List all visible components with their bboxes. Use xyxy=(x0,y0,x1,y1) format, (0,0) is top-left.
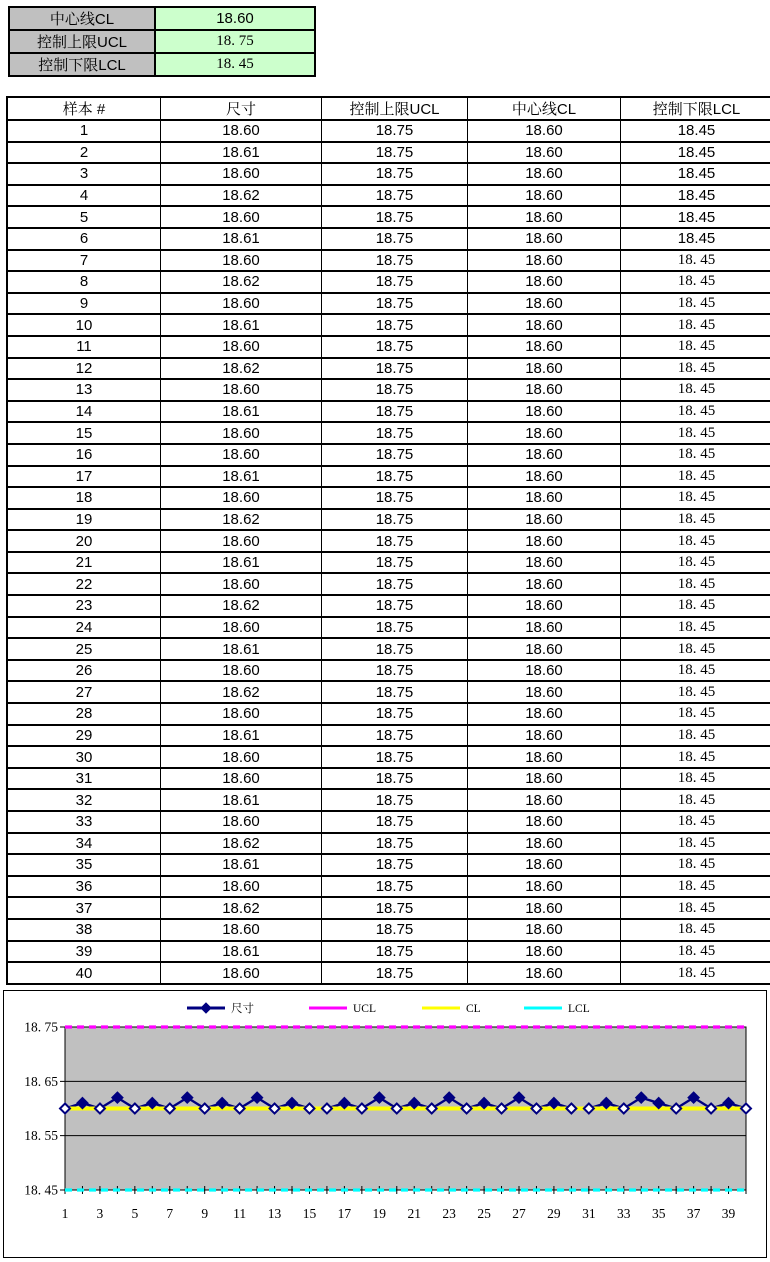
ucl-cell[interactable]: 18.75 xyxy=(322,120,468,142)
ucl-cell[interactable]: 18.75 xyxy=(322,422,468,444)
cl-cell[interactable]: 18.60 xyxy=(468,293,621,315)
size-cell[interactable]: 18.61 xyxy=(161,466,322,488)
size-cell[interactable]: 18.60 xyxy=(161,293,322,315)
sample-header-row xyxy=(7,97,770,120)
lcl-cell[interactable]: 18.45 xyxy=(621,185,770,207)
size-cell[interactable]: 18.61 xyxy=(161,142,322,164)
lcl-cell[interactable]: 18.45 xyxy=(621,206,770,228)
x-axis-label: 3 xyxy=(97,1206,104,1221)
size-cell[interactable]: 18.61 xyxy=(161,789,322,811)
size-cell[interactable]: 18.60 xyxy=(161,336,322,358)
x-axis-label: 35 xyxy=(652,1206,666,1221)
cl-cell[interactable]: 18.60 xyxy=(468,768,621,790)
lcl-cell[interactable]: 18.45 xyxy=(621,142,770,164)
x-axis-label: 15 xyxy=(303,1206,317,1221)
lcl-cell[interactable]: 18. 45 xyxy=(621,466,770,488)
size-cell[interactable]: 18.62 xyxy=(161,271,322,293)
table-row xyxy=(7,228,770,250)
cl-cell[interactable]: 18.60 xyxy=(468,725,621,747)
ucl-cell[interactable]: 18.75 xyxy=(322,833,468,855)
sample-number-cell[interactable]: 33 xyxy=(7,811,161,833)
table-row xyxy=(7,768,770,790)
table-row xyxy=(7,552,770,574)
size-cell[interactable]: 18.62 xyxy=(161,185,322,207)
table-row xyxy=(7,379,770,401)
lcl-cell[interactable]: 18. 45 xyxy=(621,962,770,984)
ucl-cell[interactable]: 18.75 xyxy=(322,530,468,552)
sample-number-cell[interactable]: 6 xyxy=(7,228,161,250)
ucl-cell[interactable]: 18.75 xyxy=(322,293,468,315)
column-header[interactable]: 中心线CL xyxy=(468,97,621,120)
y-axis-label: 18. 55 xyxy=(24,1128,58,1143)
x-axis-label: 29 xyxy=(547,1206,561,1221)
table-row xyxy=(7,725,770,747)
size-cell[interactable]: 18.60 xyxy=(161,811,322,833)
cl-cell[interactable]: 18.60 xyxy=(468,379,621,401)
sample-number-cell[interactable]: 14 xyxy=(7,401,161,423)
cl-cell[interactable]: 18.60 xyxy=(468,876,621,898)
legend-label: CL xyxy=(466,1003,481,1015)
lcl-cell[interactable]: 18. 45 xyxy=(621,422,770,444)
cl-cell[interactable]: 18.60 xyxy=(468,336,621,358)
ucl-cell[interactable]: 18.75 xyxy=(322,466,468,488)
lcl-cell[interactable]: 18. 45 xyxy=(621,854,770,876)
table-row xyxy=(7,142,770,164)
lcl-cell[interactable]: 18.45 xyxy=(621,120,770,142)
cl-cell[interactable]: 18.60 xyxy=(468,228,621,250)
lcl-cell[interactable]: 18. 45 xyxy=(621,595,770,617)
cl-cell[interactable]: 18.60 xyxy=(468,789,621,811)
sample-number-cell[interactable]: 34 xyxy=(7,833,161,855)
lcl-cell[interactable]: 18. 45 xyxy=(621,660,770,682)
table-row xyxy=(7,401,770,423)
lcl-cell[interactable]: 18. 45 xyxy=(621,401,770,423)
cl-cell[interactable]: 18.60 xyxy=(468,509,621,531)
table-row xyxy=(7,314,770,336)
ucl-cell[interactable]: 18.75 xyxy=(322,768,468,790)
ucl-cell[interactable]: 18.75 xyxy=(322,573,468,595)
sample-number-cell[interactable]: 39 xyxy=(7,941,161,963)
sample-number-cell[interactable]: 28 xyxy=(7,703,161,725)
x-axis-label: 39 xyxy=(722,1206,736,1221)
lcl-cell[interactable]: 18. 45 xyxy=(621,833,770,855)
lcl-cell[interactable]: 18. 45 xyxy=(621,314,770,336)
table-row xyxy=(7,466,770,488)
size-cell[interactable]: 18.60 xyxy=(161,768,322,790)
x-axis-label: 27 xyxy=(512,1206,526,1221)
lcl-cell[interactable]: 18. 45 xyxy=(621,876,770,898)
table-row xyxy=(7,530,770,552)
x-axis-label: 23 xyxy=(442,1206,456,1221)
lcl-cell[interactable]: 18. 45 xyxy=(621,897,770,919)
ucl-cell[interactable]: 18.75 xyxy=(322,595,468,617)
summary-label-cell[interactable]: 控制上限UCL xyxy=(9,30,155,53)
lcl-cell[interactable]: 18. 45 xyxy=(621,487,770,509)
size-cell[interactable]: 18.60 xyxy=(161,530,322,552)
lcl-cell[interactable]: 18. 45 xyxy=(621,919,770,941)
x-axis-label: 19 xyxy=(373,1206,387,1221)
summary-table-body xyxy=(9,7,315,76)
ucl-cell[interactable]: 18.75 xyxy=(322,487,468,509)
x-axis-label: 31 xyxy=(582,1206,596,1221)
sample-number-cell[interactable]: 13 xyxy=(7,379,161,401)
ucl-cell[interactable]: 18.75 xyxy=(322,919,468,941)
size-cell[interactable]: 18.60 xyxy=(161,250,322,272)
lcl-cell[interactable]: 18. 45 xyxy=(621,509,770,531)
sample-number-cell[interactable]: 10 xyxy=(7,314,161,336)
sample-number-cell[interactable]: 32 xyxy=(7,789,161,811)
sample-table-body xyxy=(7,120,770,984)
table-row xyxy=(7,163,770,185)
cl-cell[interactable]: 18.60 xyxy=(468,573,621,595)
sample-number-cell[interactable]: 29 xyxy=(7,725,161,747)
x-axis-label: 1 xyxy=(62,1206,69,1221)
lcl-cell[interactable]: 18. 45 xyxy=(621,250,770,272)
table-row xyxy=(7,336,770,358)
lcl-cell[interactable]: 18. 45 xyxy=(621,789,770,811)
sample-number-cell[interactable]: 19 xyxy=(7,509,161,531)
table-row xyxy=(7,897,770,919)
table-row xyxy=(7,444,770,466)
cl-cell[interactable]: 18.60 xyxy=(468,703,621,725)
cl-cell[interactable]: 18.60 xyxy=(468,638,621,660)
cl-cell[interactable]: 18.60 xyxy=(468,120,621,142)
cl-cell[interactable]: 18.60 xyxy=(468,250,621,272)
x-axis-label: 7 xyxy=(166,1206,173,1221)
sample-number-cell[interactable]: 17 xyxy=(7,466,161,488)
y-axis-label: 18. 65 xyxy=(24,1074,58,1089)
cl-cell[interactable]: 18.60 xyxy=(468,919,621,941)
sample-number-cell[interactable]: 35 xyxy=(7,854,161,876)
lcl-cell[interactable]: 18. 45 xyxy=(621,358,770,380)
sample-number-cell[interactable]: 1 xyxy=(7,120,161,142)
ucl-cell[interactable]: 18.75 xyxy=(322,379,468,401)
x-axis-label: 21 xyxy=(407,1206,421,1221)
column-header[interactable]: 尺寸 xyxy=(161,97,322,120)
ucl-cell[interactable]: 18.75 xyxy=(322,941,468,963)
cl-cell[interactable]: 18.60 xyxy=(468,185,621,207)
table-row xyxy=(7,876,770,898)
ucl-cell[interactable]: 18.75 xyxy=(322,660,468,682)
cl-cell[interactable]: 18.60 xyxy=(468,833,621,855)
column-header[interactable]: 控制上限UCL xyxy=(322,97,468,120)
sample-number-cell[interactable]: 12 xyxy=(7,358,161,380)
table-row xyxy=(7,617,770,639)
control-chart[interactable] xyxy=(3,990,767,1258)
ucl-cell[interactable]: 18.75 xyxy=(322,789,468,811)
sample-data-region xyxy=(6,96,770,985)
ucl-cell[interactable]: 18.75 xyxy=(322,271,468,293)
cl-cell[interactable]: 18.60 xyxy=(468,897,621,919)
sample-table-head xyxy=(7,97,770,120)
table-row xyxy=(7,638,770,660)
cl-cell[interactable]: 18.60 xyxy=(468,617,621,639)
sample-number-cell[interactable]: 20 xyxy=(7,530,161,552)
size-cell[interactable]: 18.62 xyxy=(161,509,322,531)
size-cell[interactable]: 18.62 xyxy=(161,595,322,617)
sample-number-cell[interactable]: 26 xyxy=(7,660,161,682)
summary-value-cell[interactable]: 18. 45 xyxy=(155,53,315,76)
size-cell[interactable]: 18.60 xyxy=(161,746,322,768)
sample-number-cell[interactable]: 3 xyxy=(7,163,161,185)
cl-cell[interactable]: 18.60 xyxy=(468,595,621,617)
table-row xyxy=(7,120,770,142)
size-cell[interactable]: 18.60 xyxy=(161,703,322,725)
lcl-cell[interactable]: 18. 45 xyxy=(621,530,770,552)
cl-cell[interactable]: 18.60 xyxy=(468,681,621,703)
size-cell[interactable]: 18.61 xyxy=(161,941,322,963)
summary-label-cell[interactable]: 控制下限LCL xyxy=(9,53,155,76)
ucl-cell[interactable]: 18.75 xyxy=(322,444,468,466)
legend-label: 尺寸 xyxy=(231,1001,254,1015)
summary-row xyxy=(9,7,315,30)
size-cell[interactable]: 18.60 xyxy=(161,660,322,682)
lcl-cell[interactable]: 18. 45 xyxy=(621,725,770,747)
lcl-cell[interactable]: 18. 45 xyxy=(621,293,770,315)
ucl-cell[interactable]: 18.75 xyxy=(322,206,468,228)
lcl-cell[interactable]: 18. 45 xyxy=(621,681,770,703)
column-header[interactable]: 控制下限LCL xyxy=(621,97,770,120)
size-cell[interactable]: 18.60 xyxy=(161,120,322,142)
ucl-cell[interactable]: 18.75 xyxy=(322,509,468,531)
ucl-cell[interactable]: 18.75 xyxy=(322,185,468,207)
size-cell[interactable]: 18.61 xyxy=(161,638,322,660)
sample-table xyxy=(6,96,770,985)
table-row xyxy=(7,293,770,315)
ucl-cell[interactable]: 18.75 xyxy=(322,314,468,336)
table-row xyxy=(7,811,770,833)
lcl-cell[interactable]: 18. 45 xyxy=(621,768,770,790)
table-row xyxy=(7,681,770,703)
summary-row xyxy=(9,53,315,76)
cl-cell[interactable]: 18.60 xyxy=(468,163,621,185)
cl-cell[interactable]: 18.60 xyxy=(468,660,621,682)
ucl-cell[interactable]: 18.75 xyxy=(322,876,468,898)
sample-number-cell[interactable]: 38 xyxy=(7,919,161,941)
table-row xyxy=(7,833,770,855)
sample-number-cell[interactable]: 18 xyxy=(7,487,161,509)
lcl-cell[interactable]: 18. 45 xyxy=(621,271,770,293)
ucl-cell[interactable]: 18.75 xyxy=(322,336,468,358)
cl-cell[interactable]: 18.60 xyxy=(468,941,621,963)
size-cell[interactable]: 18.60 xyxy=(161,573,322,595)
cl-cell[interactable]: 18.60 xyxy=(468,422,621,444)
table-row xyxy=(7,919,770,941)
sample-number-cell[interactable]: 25 xyxy=(7,638,161,660)
sample-number-cell[interactable]: 23 xyxy=(7,595,161,617)
legend-marker-icon xyxy=(201,1003,211,1013)
cl-cell[interactable]: 18.60 xyxy=(468,962,621,984)
sample-number-cell[interactable]: 2 xyxy=(7,142,161,164)
sample-number-cell[interactable]: 9 xyxy=(7,293,161,315)
ucl-cell[interactable]: 18.75 xyxy=(322,228,468,250)
sample-number-cell[interactable]: 36 xyxy=(7,876,161,898)
table-row xyxy=(7,185,770,207)
control-chart-svg xyxy=(4,991,766,1257)
table-row xyxy=(7,746,770,768)
lcl-cell[interactable]: 18. 45 xyxy=(621,573,770,595)
sample-number-cell[interactable]: 27 xyxy=(7,681,161,703)
summary-value-cell[interactable]: 18.60 xyxy=(155,7,315,30)
table-row xyxy=(7,250,770,272)
size-cell[interactable]: 18.60 xyxy=(161,379,322,401)
lcl-cell[interactable]: 18. 45 xyxy=(621,552,770,574)
size-cell[interactable]: 18.60 xyxy=(161,876,322,898)
table-row xyxy=(7,422,770,444)
cl-cell[interactable]: 18.60 xyxy=(468,487,621,509)
x-axis-label: 9 xyxy=(201,1206,208,1221)
cl-cell[interactable]: 18.60 xyxy=(468,206,621,228)
ucl-cell[interactable]: 18.75 xyxy=(322,142,468,164)
sample-number-cell[interactable]: 24 xyxy=(7,617,161,639)
y-axis-label: 18. 45 xyxy=(24,1183,58,1198)
ucl-cell[interactable]: 18.75 xyxy=(322,617,468,639)
summary-row xyxy=(9,30,315,53)
sample-number-cell[interactable]: 7 xyxy=(7,250,161,272)
x-axis-label: 25 xyxy=(477,1206,491,1221)
table-row xyxy=(7,358,770,380)
ucl-cell[interactable]: 18.75 xyxy=(322,681,468,703)
size-cell[interactable]: 18.61 xyxy=(161,854,322,876)
cl-cell[interactable]: 18.60 xyxy=(468,811,621,833)
size-cell[interactable]: 18.60 xyxy=(161,487,322,509)
sample-number-cell[interactable]: 11 xyxy=(7,336,161,358)
size-cell[interactable]: 18.60 xyxy=(161,444,322,466)
ucl-cell[interactable]: 18.75 xyxy=(322,401,468,423)
x-axis-label: 37 xyxy=(687,1206,701,1221)
cl-cell[interactable]: 18.60 xyxy=(468,271,621,293)
size-cell[interactable]: 18.60 xyxy=(161,163,322,185)
size-cell[interactable]: 18.62 xyxy=(161,833,322,855)
legend-label: UCL xyxy=(353,1003,376,1015)
size-cell[interactable]: 18.60 xyxy=(161,617,322,639)
sample-number-cell[interactable]: 37 xyxy=(7,897,161,919)
size-cell[interactable]: 18.60 xyxy=(161,206,322,228)
cl-cell[interactable]: 18.60 xyxy=(468,142,621,164)
legend-label: LCL xyxy=(568,1003,590,1015)
sample-number-cell[interactable]: 31 xyxy=(7,768,161,790)
table-row xyxy=(7,854,770,876)
lcl-cell[interactable]: 18. 45 xyxy=(621,336,770,358)
cl-cell[interactable]: 18.60 xyxy=(468,466,621,488)
sample-number-cell[interactable]: 21 xyxy=(7,552,161,574)
ucl-cell[interactable]: 18.75 xyxy=(322,358,468,380)
ucl-cell[interactable]: 18.75 xyxy=(322,962,468,984)
table-row xyxy=(7,509,770,531)
cl-cell[interactable]: 18.60 xyxy=(468,530,621,552)
size-cell[interactable]: 18.62 xyxy=(161,681,322,703)
sample-number-cell[interactable]: 15 xyxy=(7,422,161,444)
sample-number-cell[interactable]: 16 xyxy=(7,444,161,466)
sample-number-cell[interactable]: 8 xyxy=(7,271,161,293)
ucl-cell[interactable]: 18.75 xyxy=(322,703,468,725)
cl-cell[interactable]: 18.60 xyxy=(468,444,621,466)
lcl-cell[interactable]: 18. 45 xyxy=(621,746,770,768)
size-cell[interactable]: 18.60 xyxy=(161,962,322,984)
lcl-cell[interactable]: 18.45 xyxy=(621,228,770,250)
size-cell[interactable]: 18.61 xyxy=(161,552,322,574)
cl-cell[interactable]: 18.60 xyxy=(468,358,621,380)
table-row xyxy=(7,271,770,293)
cl-cell[interactable]: 18.60 xyxy=(468,552,621,574)
table-row xyxy=(7,573,770,595)
table-row xyxy=(7,962,770,984)
column-header[interactable]: 样本 # xyxy=(7,97,161,120)
ucl-cell[interactable]: 18.75 xyxy=(322,638,468,660)
size-cell[interactable]: 18.61 xyxy=(161,228,322,250)
summary-label-cell[interactable]: 中心线CL xyxy=(9,7,155,30)
size-cell[interactable]: 18.61 xyxy=(161,725,322,747)
ucl-cell[interactable]: 18.75 xyxy=(322,552,468,574)
x-axis-label: 17 xyxy=(338,1206,352,1221)
ucl-cell[interactable]: 18.75 xyxy=(322,897,468,919)
cl-cell[interactable]: 18.60 xyxy=(468,854,621,876)
lcl-cell[interactable]: 18. 45 xyxy=(621,941,770,963)
size-cell[interactable]: 18.61 xyxy=(161,314,322,336)
ucl-cell[interactable]: 18.75 xyxy=(322,811,468,833)
x-axis-label: 33 xyxy=(617,1206,631,1221)
size-cell[interactable]: 18.62 xyxy=(161,358,322,380)
x-axis-label: 5 xyxy=(131,1206,138,1221)
size-cell[interactable]: 18.60 xyxy=(161,422,322,444)
cl-cell[interactable]: 18.60 xyxy=(468,746,621,768)
table-row xyxy=(7,703,770,725)
sample-number-cell[interactable]: 30 xyxy=(7,746,161,768)
sample-number-cell[interactable]: 4 xyxy=(7,185,161,207)
ucl-cell[interactable]: 18.75 xyxy=(322,854,468,876)
x-axis-label: 11 xyxy=(233,1206,246,1221)
lcl-cell[interactable]: 18. 45 xyxy=(621,811,770,833)
size-cell[interactable]: 18.60 xyxy=(161,919,322,941)
table-row xyxy=(7,941,770,963)
lcl-cell[interactable]: 18. 45 xyxy=(621,617,770,639)
size-cell[interactable]: 18.62 xyxy=(161,897,322,919)
ucl-cell[interactable]: 18.75 xyxy=(322,725,468,747)
ucl-cell[interactable]: 18.75 xyxy=(322,746,468,768)
summary-value-cell[interactable]: 18. 75 xyxy=(155,30,315,53)
table-row xyxy=(7,206,770,228)
table-row xyxy=(7,660,770,682)
x-axis-label: 13 xyxy=(268,1206,282,1221)
control-limits-summary xyxy=(8,6,316,77)
cl-cell[interactable]: 18.60 xyxy=(468,401,621,423)
lcl-cell[interactable]: 18. 45 xyxy=(621,444,770,466)
lcl-cell[interactable]: 18. 45 xyxy=(621,638,770,660)
lcl-cell[interactable]: 18. 45 xyxy=(621,379,770,401)
table-row xyxy=(7,595,770,617)
ucl-cell[interactable]: 18.75 xyxy=(322,250,468,272)
y-axis-label: 18. 75 xyxy=(24,1020,58,1035)
ucl-cell[interactable]: 18.75 xyxy=(322,163,468,185)
cl-cell[interactable]: 18.60 xyxy=(468,314,621,336)
lcl-cell[interactable]: 18.45 xyxy=(621,163,770,185)
sample-number-cell[interactable]: 40 xyxy=(7,962,161,984)
sample-number-cell[interactable]: 5 xyxy=(7,206,161,228)
summary-table xyxy=(8,6,316,77)
sample-number-cell[interactable]: 22 xyxy=(7,573,161,595)
table-row xyxy=(7,487,770,509)
table-row xyxy=(7,789,770,811)
lcl-cell[interactable]: 18. 45 xyxy=(621,703,770,725)
size-cell[interactable]: 18.61 xyxy=(161,401,322,423)
